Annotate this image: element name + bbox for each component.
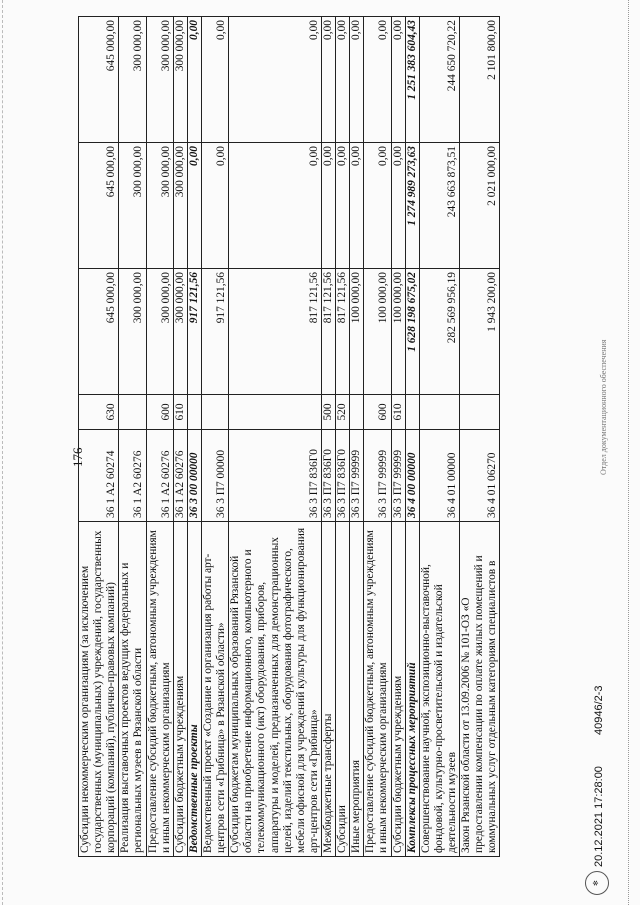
row-code-cell: 36 3 П7 836Г0 — [229, 430, 322, 522]
row-amount-2023-cell: 0,00 — [201, 143, 228, 269]
row-amount-2022-cell: 300 000,00 — [146, 269, 173, 395]
row-expense-type-cell — [350, 395, 364, 430]
row-amount-2024-cell: 0,00 — [391, 17, 405, 143]
table-row — [391, 17, 405, 857]
row-code-cell: 36 3 П7 836Г0 — [321, 430, 335, 522]
registry-logo-icon: ✻ — [585, 871, 609, 895]
row-expense-type-cell — [119, 395, 146, 430]
row-expense-type-cell — [405, 395, 419, 430]
table-row — [460, 17, 500, 857]
table-row — [336, 17, 350, 857]
department-stamp: Отдел документационного обеспечения — [599, 339, 608, 475]
row-code-cell: 36 1 A2 60276 — [173, 430, 187, 522]
row-amount-2023-cell: 0,00 — [350, 143, 364, 269]
row-expense-type-cell: 610 — [173, 395, 187, 430]
row-amount-2022-cell: 100 000,00 — [391, 269, 405, 395]
row-name-cell: Субсидии некоммерческим организациям (за исключением государственных (муниципальных) учреждений, государственных корпораций (компаний), публично-правовых компаний) — [79, 522, 119, 857]
row-name-cell: Совершенствование научной, экспозиционно-выставочной, фондовой, культурно-просветительской и издательской деятельности музеев — [419, 522, 459, 857]
row-code-cell: 36 1 A2 60276 — [146, 430, 173, 522]
row-amount-2023-cell: 0,00 — [187, 143, 201, 269]
page-edge-top — [2, 0, 4, 905]
row-amount-2024-cell: 0,00 — [201, 17, 228, 143]
row-name-cell: Субсидии бюджетным учреждениям — [173, 522, 187, 857]
row-expense-type-cell: 610 — [391, 395, 405, 430]
row-name-cell: Закон Рязанской области от 13.09.2006 № 101-ОЗ «О предоставлении компенсации по оплате жилых помещений и коммунальных услуг отдельным категориям специалистов в — [460, 522, 500, 857]
row-amount-2022-cell: 917 121,56 — [201, 269, 228, 395]
row-expense-type-cell: 600 — [364, 395, 391, 430]
row-expense-type-cell — [201, 395, 228, 430]
row-expense-type-cell: 520 — [336, 395, 350, 430]
row-expense-type-cell — [460, 395, 500, 430]
row-code-cell: 36 4 00 00000 — [405, 430, 419, 522]
table-row — [405, 17, 419, 857]
row-amount-2024-cell: 244 650 720,22 — [419, 17, 459, 143]
row-name-cell: Ведомственный проект «Создание и организация работы арт-центров сети «Грибница» в Рязанской области» — [201, 522, 228, 857]
row-amount-2024-cell: 300 000,00 — [119, 17, 146, 143]
row-expense-type-cell — [187, 395, 201, 430]
row-amount-2022-cell: 300 000,00 — [173, 269, 187, 395]
row-amount-2024-cell: 2 101 800,00 — [460, 17, 500, 143]
row-amount-2024-cell: 0,00 — [364, 17, 391, 143]
page-edge-bottom — [628, 0, 630, 905]
row-expense-type-cell: 630 — [79, 395, 119, 430]
budget-table — [78, 16, 500, 857]
row-amount-2022-cell: 100 000,00 — [364, 269, 391, 395]
row-amount-2023-cell: 645 000,00 — [79, 143, 119, 269]
row-name-cell: Предоставление субсидий бюджетным, автономным учреждениям и иным некоммерческим организациям — [146, 522, 173, 857]
row-code-cell: 36 1 A2 60274 — [79, 430, 119, 522]
row-name-cell: Субсидии бюджетам муниципальных образований Рязанской области на приобретение информационного, компьютерного и телекоммуникационного (икт) оборудования, приборов, аппаратуры и моделей, предназначенных для демонстрационных целей, изделий текстильных, оборудования фотографического, мебели офисной для учреждений культуры для функционирования арт-центров сети «Грибница» — [229, 522, 322, 857]
row-amount-2023-cell: 0,00 — [321, 143, 335, 269]
row-amount-2024-cell: 0,00 — [336, 17, 350, 143]
page-number: 176 — [70, 447, 85, 467]
row-code-cell: 36 4 01 06270 — [460, 430, 500, 522]
row-amount-2022-cell: 100 000,00 — [350, 269, 364, 395]
row-amount-2023-cell: 1 274 989 273,63 — [405, 143, 419, 269]
row-name-cell: Субсидии бюджетным учреждениям — [391, 522, 405, 857]
table-row — [229, 17, 322, 857]
row-amount-2022-cell: 645 000,00 — [79, 269, 119, 395]
row-amount-2023-cell: 0,00 — [391, 143, 405, 269]
table-row — [321, 17, 335, 857]
row-amount-2024-cell: 0,00 — [321, 17, 335, 143]
table-row — [419, 17, 459, 857]
budget-table-body — [79, 17, 500, 857]
row-code-cell: 36 3 П7 836Г0 — [336, 430, 350, 522]
table-row — [364, 17, 391, 857]
table-row — [79, 17, 119, 857]
row-amount-2022-cell: 817 121,56 — [321, 269, 335, 395]
row-amount-2023-cell: 0,00 — [364, 143, 391, 269]
row-amount-2022-cell: 817 121,56 — [229, 269, 322, 395]
row-name-cell: Реализация выставочных проектов ведущих федеральных и региональных музеев в Рязанской области — [119, 522, 146, 857]
row-name-cell: Иные мероприятия — [350, 522, 364, 857]
row-amount-2024-cell: 0,00 — [187, 17, 201, 143]
table-row — [201, 17, 228, 857]
table-row — [350, 17, 364, 857]
row-amount-2024-cell: 300 000,00 — [173, 17, 187, 143]
row-name-cell: Комплексы процессных мероприятий — [405, 522, 419, 857]
row-amount-2023-cell: 0,00 — [336, 143, 350, 269]
row-amount-2024-cell: 300 000,00 — [146, 17, 173, 143]
row-amount-2022-cell: 1 943 200,00 — [460, 269, 500, 395]
row-expense-type-cell: 500 — [321, 395, 335, 430]
row-amount-2022-cell: 1 628 198 675,02 — [405, 269, 419, 395]
row-name-cell: Субсидии — [336, 522, 350, 857]
row-amount-2023-cell: 243 663 873,51 — [419, 143, 459, 269]
row-amount-2023-cell: 300 000,00 — [119, 143, 146, 269]
row-expense-type-cell — [229, 395, 322, 430]
row-expense-type-cell — [419, 395, 459, 430]
row-expense-type-cell: 600 — [146, 395, 173, 430]
footer-datetime: 20.12.2021 17:28:00 — [593, 766, 605, 867]
row-name-cell: Предоставление субсидий бюджетным, автономным учреждениям и иным некоммерческим организациям — [364, 522, 391, 857]
row-amount-2023-cell: 2 021 000,00 — [460, 143, 500, 269]
row-amount-2024-cell: 0,00 — [229, 17, 322, 143]
row-amount-2023-cell: 300 000,00 — [146, 143, 173, 269]
row-amount-2024-cell: 1 251 383 604,43 — [405, 17, 419, 143]
row-code-cell: 36 1 A2 60276 — [119, 430, 146, 522]
row-name-cell: Межбюджетные трансферты — [321, 522, 335, 857]
row-amount-2022-cell: 917 121,56 — [187, 269, 201, 395]
row-code-cell: 36 3 П7 99999 — [350, 430, 364, 522]
table-row — [187, 17, 201, 857]
table-row — [119, 17, 146, 857]
table-row — [146, 17, 173, 857]
row-code-cell: 36 3 П7 99999 — [364, 430, 391, 522]
row-amount-2024-cell: 0,00 — [350, 17, 364, 143]
row-code-cell: 36 4 01 00000 — [419, 430, 459, 522]
row-amount-2024-cell: 645 000,00 — [79, 17, 119, 143]
row-amount-2022-cell: 817 121,56 — [336, 269, 350, 395]
row-amount-2023-cell: 300 000,00 — [173, 143, 187, 269]
row-code-cell: 36 3 П7 99999 — [391, 430, 405, 522]
row-name-cell: Ведомственные проекты — [187, 522, 201, 857]
table-row — [173, 17, 187, 857]
row-amount-2022-cell: 300 000,00 — [119, 269, 146, 395]
row-code-cell: 36 3 П7 00000 — [201, 430, 228, 522]
row-code-cell: 36 3 00 00000 — [187, 430, 201, 522]
footer-doc-id: 40946/2-3 — [593, 685, 605, 735]
row-amount-2023-cell: 0,00 — [229, 143, 322, 269]
row-amount-2022-cell: 282 569 956,19 — [419, 269, 459, 395]
